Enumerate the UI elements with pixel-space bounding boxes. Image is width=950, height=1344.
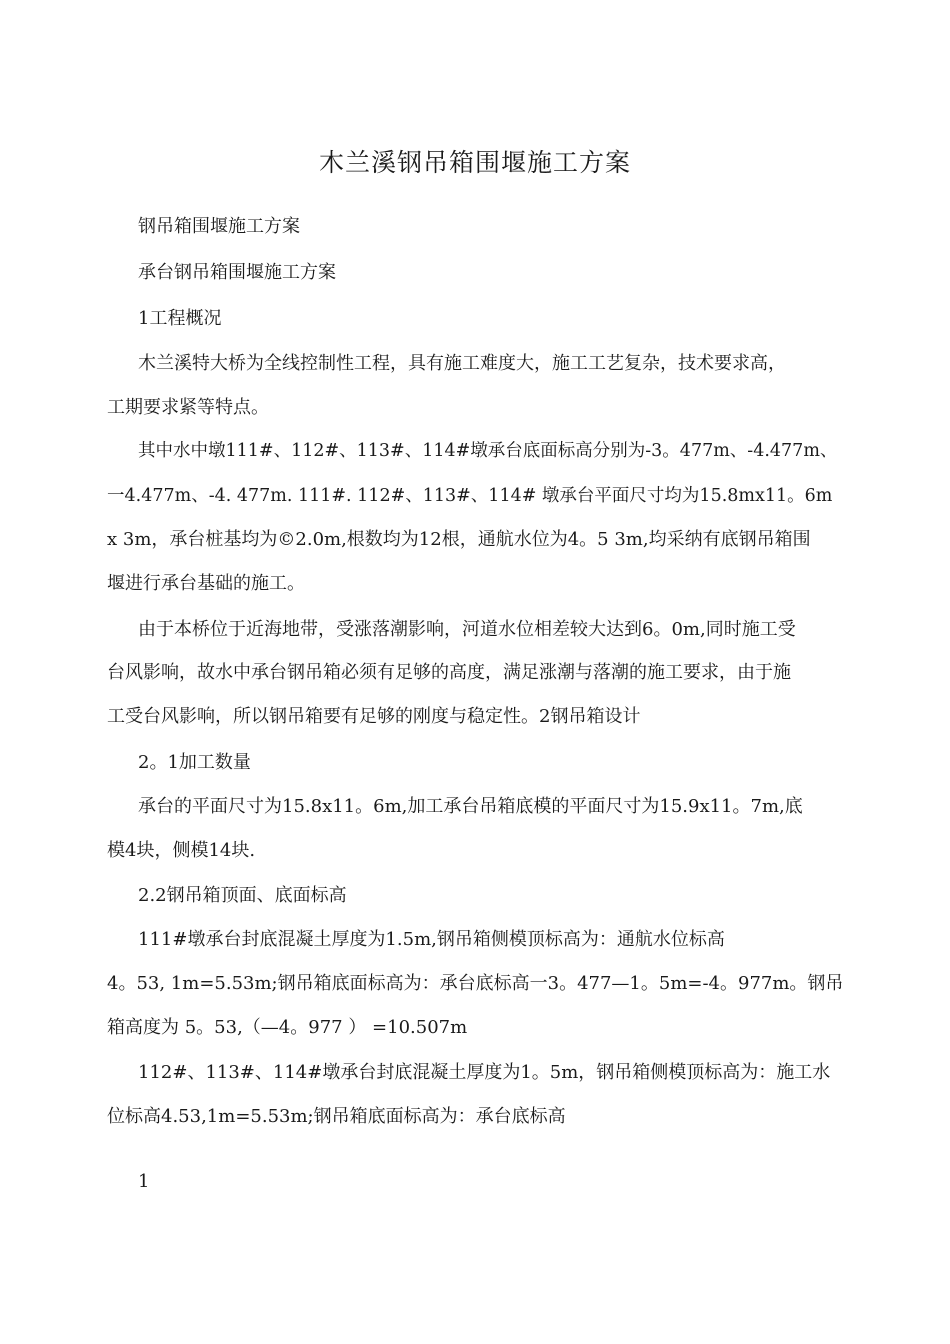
- paragraph-line: 111#墩承台封底混凝土厚度为1.5m,钢吊箱侧模顶标高为：通航水位标高: [138, 929, 725, 950]
- page-number: 1: [138, 1171, 150, 1192]
- paragraph-line: 工受台风影响，所以钢吊箱要有足够的刚度与稳定性。2钢吊箱设计: [107, 706, 641, 727]
- paragraph-line: 木兰溪特大桥为全线控制性工程，具有施工难度大，施工工艺复杂，技术要求高，: [138, 353, 786, 374]
- subtitle-line: 承台钢吊箱围堰施工方案: [138, 262, 336, 283]
- paragraph-line: 其中水中墩111#、112#、113#、114#墩承台底面标高分别为-3。477m、-4.477m、: [138, 441, 838, 461]
- paragraph-line: 4。53, 1m=5.53m;钢吊箱底面标高为：承台底标高一3。477—1。5m=-4。977m。钢吊: [107, 973, 844, 994]
- paragraph-line: 位标高4.53,1m=5.53m;钢吊箱底面标高为：承台底标高: [107, 1106, 566, 1127]
- section-heading: 2。1加工数量: [138, 752, 251, 773]
- paragraph-line: 112#、113#、114#墩承台封底混凝土厚度为1。5m，钢吊箱侧模顶标高为：施工水: [138, 1062, 831, 1083]
- paragraph-line: 堰进行承台基础的施工。: [107, 573, 305, 594]
- paragraph-line: x 3m，承台桩基均为©2.0m,根数均为12根，通航水位为4。5 3m,均采纳有底钢吊箱围: [107, 529, 811, 550]
- document-title: 木兰溪钢吊箱围堰施工方案: [318, 148, 631, 177]
- paragraph-line: 工期要求紧等特点。: [107, 397, 269, 418]
- paragraph-line: 由于本桥位于近海地带，受涨落潮影响，河道水位相差较大达到6。0m,同时施工受: [138, 619, 796, 640]
- paragraph-line: 箱高度为 5。53,（—4。977 ） =10.507m: [107, 1017, 468, 1038]
- subtitle-line: 钢吊箱围堰施工方案: [138, 216, 300, 237]
- paragraph-line: 承台的平面尺寸为15.8x11。6m,加工承台吊箱底模的平面尺寸为15.9x11。7m,底: [138, 796, 803, 817]
- section-heading: 2.2钢吊箱顶面、底面标高: [138, 885, 347, 906]
- section-heading: 1工程概况: [138, 308, 222, 329]
- paragraph-line: 模4块，侧模14块.: [107, 840, 256, 861]
- paragraph-line: 一4.477m、-4. 477m. 111#. 112#、113#、114# 墩承台平面尺寸均为15.8mx11。6m: [107, 486, 833, 506]
- paragraph-line: 台风影响，故水中承台钢吊箱必须有足够的高度，满足涨潮与落潮的施工要求，由于施: [107, 662, 791, 683]
